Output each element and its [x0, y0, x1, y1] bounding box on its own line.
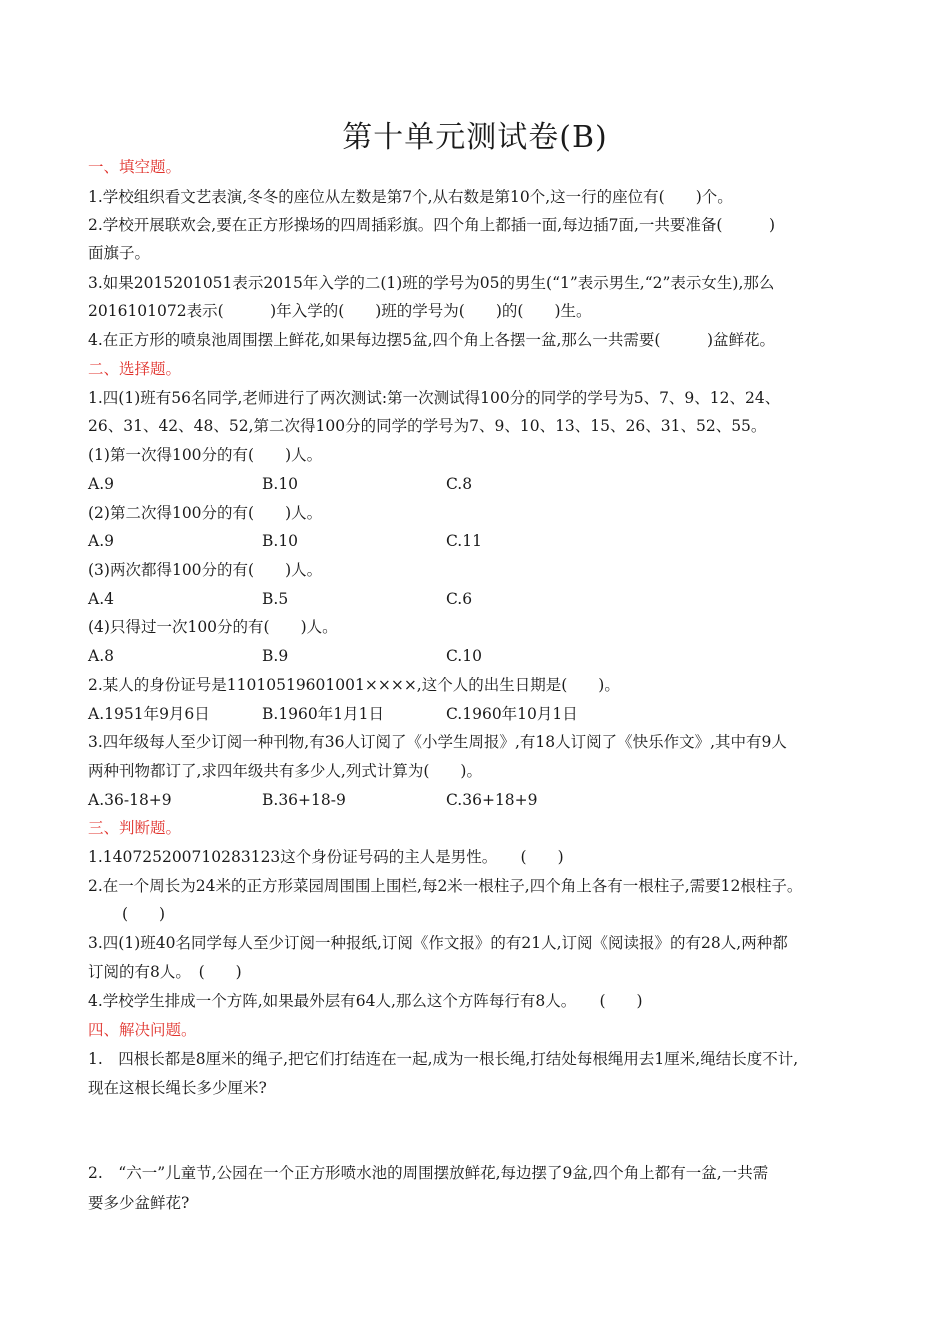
solve-question-2-line-2: 要多少盆鲜花? [88, 1194, 190, 1212]
option-c: C.36+18+9 [446, 791, 538, 809]
fill-question-3-line-1: 3.如果2015201051表示2015年入学的二(1)班的学号为05的男生(“1”表示男生,“2”表示女生),那么 [88, 274, 775, 292]
section-heading-judge: 三、判断题。 [88, 819, 182, 837]
option-c: C.11 [446, 532, 482, 550]
solve-question-1-line-2: 现在这根长绳长多少厘米? [88, 1079, 267, 1097]
option-a: A.36-18+9 [88, 791, 172, 809]
judge-question-1: 1.140725200710283123这个身份证号码的主人是男性。 ( ) [88, 848, 564, 866]
option-b: B.9 [262, 647, 289, 665]
option-a: A.1951年9月6日 [88, 705, 210, 723]
choice-subquestion-4: (4)只得过一次100分的有( )人。 [88, 618, 338, 636]
choice-question-1-line-2: 26、31、42、48、52,第二次得100分的同学的学号为7、9、10、13、15、26、31、52、55。 [88, 417, 767, 435]
option-b: B.10 [262, 475, 299, 493]
fill-question-2-line-2: 面旗子。 [88, 244, 151, 262]
choice-question-1-line-1: 1.四(1)班有56名同学,老师进行了两次测试:第一次测试得100分的同学的学号为5、7、9、12、24、 [88, 389, 781, 407]
judge-question-2-line-1: 2.在一个周长为24米的正方形菜园周围围上围栏,每2米一根柱子,四个角上各有一根柱子,需要12根柱子。 [88, 877, 803, 895]
option-a: A.8 [88, 647, 114, 665]
option-c: C.6 [446, 590, 473, 608]
option-b: B.5 [262, 590, 289, 608]
option-a: A.4 [88, 590, 114, 608]
judge-question-3-line-1: 3.四(1)班40名同学每人至少订阅一种报纸,订阅《作文报》的有21人,订阅《阅读报》的有28人,两种都 [88, 934, 788, 952]
choice-question-3-line-1: 3.四年级每人至少订阅一种刊物,有36人订阅了《小学生周报》,有18人订阅了《快乐作文》,其中有9人 [88, 733, 787, 751]
fill-question-1: 1.学校组织看文艺表演,冬冬的座位从左数是第7个,从右数是第10个,这一行的座位有( )个。 [88, 188, 733, 206]
choice-subquestion-1: (1)第一次得100分的有( )人。 [88, 446, 323, 464]
page-title: 第十单元测试卷(B) [342, 120, 608, 155]
solve-question-2-line-1: 2. “六一”儿童节,公园在一个正方形喷水池的周围摆放鲜花,每边摆了9盆,四个角上都有一盆,一共需 [88, 1164, 769, 1182]
choice-subquestion-3: (3)两次都得100分的有( )人。 [88, 561, 323, 579]
section-heading-choice: 二、选择题。 [88, 360, 182, 378]
option-b: B.1960年1月1日 [262, 705, 384, 723]
fill-question-4: 4.在正方形的喷泉池周围摆上鲜花,如果每边摆5盆,四个角上各摆一盆,那么一共需要( )盆鲜花。 [88, 331, 776, 349]
judge-question-2-answer-blank: ( ) [122, 905, 166, 923]
option-c: C.8 [446, 475, 473, 493]
option-a: A.9 [88, 475, 114, 493]
judge-question-4: 4.学校学生排成一个方阵,如果最外层有64人,那么这个方阵每行有8人。 ( ) [88, 992, 643, 1010]
option-a: A.9 [88, 532, 114, 550]
fill-question-2-line-1: 2.学校开展联欢会,要在正方形操场的四周插彩旗。四个角上都插一面,每边插7面,一共要准备( ) [88, 216, 776, 234]
solve-question-1-line-1: 1. 四根长都是8厘米的绳子,把它们打结连在一起,成为一根长绳,打结处每根绳用去1厘米,绳结长度不计, [88, 1050, 799, 1068]
choice-subquestion-2: (2)第二次得100分的有( )人。 [88, 504, 323, 522]
option-c: C.1960年10月1日 [446, 705, 578, 723]
fill-question-3-line-2: 2016101072表示( )年入学的( )班的学号为( )的( )生。 [88, 302, 592, 320]
option-c: C.10 [446, 647, 482, 665]
section-heading-solve: 四、解决问题。 [88, 1021, 197, 1039]
section-heading-fill: 一、填空题。 [88, 158, 182, 176]
choice-question-2: 2.某人的身份证号是11010519601001××××,这个人的出生日期是( )。 [88, 676, 620, 694]
option-b: B.36+18-9 [262, 791, 346, 809]
option-b: B.10 [262, 532, 299, 550]
choice-question-3-line-2: 两种刊物都订了,求四年级共有多少人,列式计算为( )。 [88, 762, 482, 780]
judge-question-3-line-2: 订阅的有8人。 ( ) [88, 963, 242, 981]
